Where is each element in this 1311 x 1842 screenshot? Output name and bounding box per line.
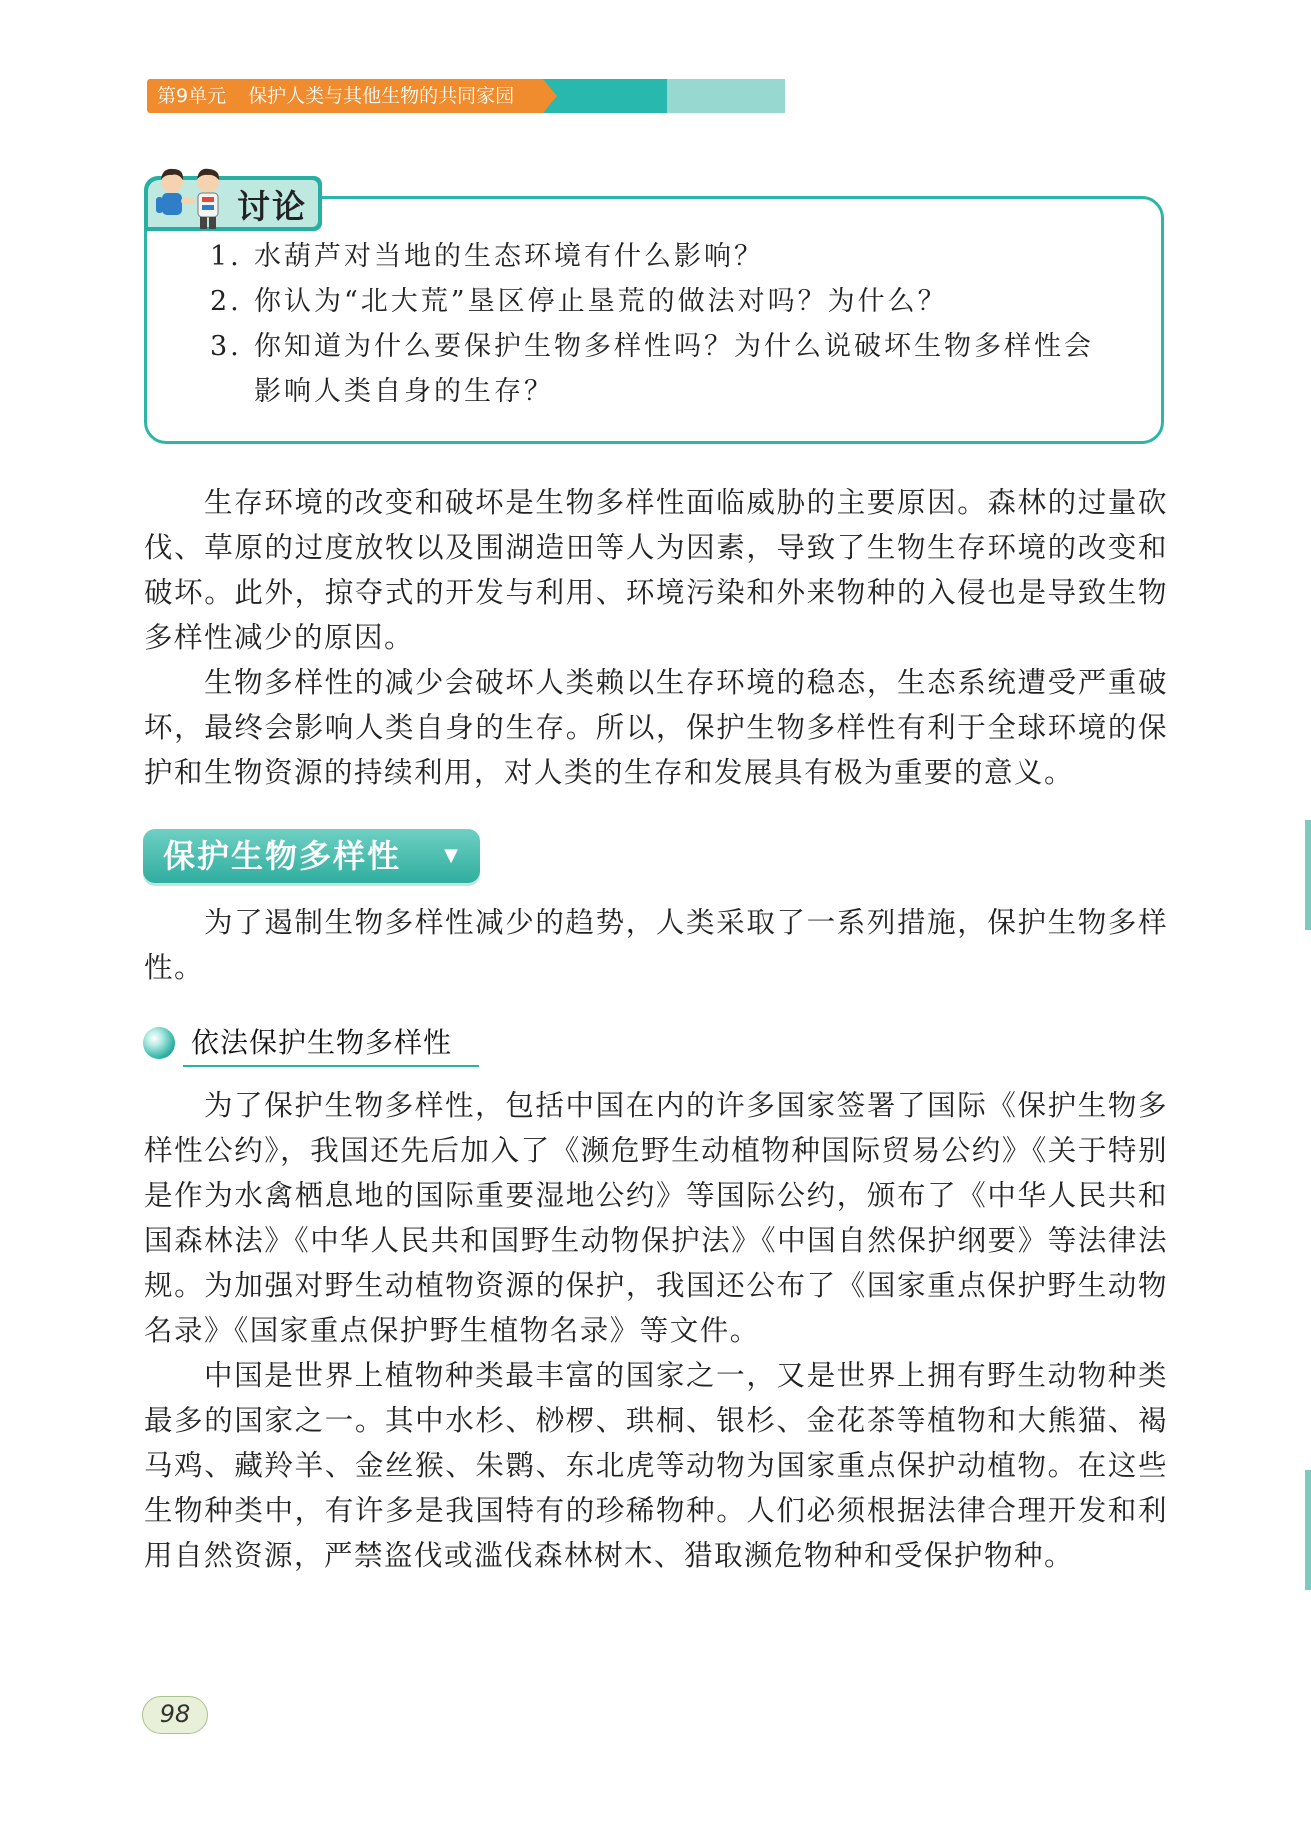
question-text: 水葫芦对当地的生态环境有什么影响？ — [254, 241, 764, 272]
unit-number: 第9单元 — [157, 85, 227, 107]
question-number: 3. — [210, 331, 242, 362]
question-item — [210, 324, 1110, 414]
subsection-title: 依法保护生物多样性 — [191, 1026, 453, 1059]
edge-mark — [1305, 1470, 1311, 1590]
question-number: 2. — [210, 286, 242, 317]
question-item — [210, 234, 1110, 279]
question-number: 1. — [210, 241, 242, 272]
page-number: 98 — [142, 1696, 208, 1734]
subsection-heading — [143, 1024, 478, 1062]
paragraph-importance: 生物多样性的减少会破坏人类赖以生存环境的稳态，生态系统遭受严重破坏，最终会影响人类自身的生存。所以，保护生物多样性有利于全球环境的保护和生物资源的持续利用，对人类的生存和发展具有极为重要的意义。 — [144, 666, 1168, 789]
two-children-icon — [150, 164, 232, 230]
bullet-icon — [143, 1027, 175, 1059]
paragraph-species: 中国是世界上植物种类最丰富的国家之一，又是世界上拥有野生动物种类最多的国家之一。其中水杉、桫椤、珙桐、银杉、金花茶等植物和大熊猫、褐马鸡、藏羚羊、金丝猴、朱鹮、东北虎等动物为国家重点保护动植物。在这些生物种类中，有许多是我国特有的珍稀物种。人们必须根据法律合理开发和利用自然资源，严禁盗伐或滥伐森林树木、猎取濒危物种和受保护物种。 — [144, 1359, 1168, 1572]
section-title: 保护生物多样性 — [163, 837, 402, 875]
triangle-down-icon: ▼ — [444, 845, 458, 866]
question-text: 你认为“北大荒”垦区停止垦荒的做法对吗？为什么？ — [254, 286, 948, 317]
discussion-questions — [210, 234, 1110, 414]
question-item — [210, 279, 1110, 324]
paragraph-threats: 生存环境的改变和破坏是生物多样性面临威胁的主要原因。森林的过量砍伐、草原的过度放牧以及围湖造田等人为因素，导致了生物生存环境的改变和破坏。此外，掠夺式的开发与利用、环境污染和外来物种的入侵也是导致生物多样性减少的原因。 — [144, 486, 1168, 654]
paragraph-laws: 为了保护生物多样性，包括中国在内的许多国家签署了国际《保护生物多样性公约》，我国还先后加入了《濒危野生动植物种国际贸易公约》《关于特别是作为水禽栖息地的国际重要湿地公约》等国际公约，颁布了《中华人民共和国森林法》《中华人民共和国野生动物保护法》《中国自然保护纲要》等法律法规。为加强对野生动植物资源的保护，我国还公布了《国家重点保护野生动物名录》《国家重点保护野生植物名录》等文件。 — [144, 1089, 1168, 1347]
chapter-header-banner — [147, 79, 785, 113]
unit-title: 保护人类与其他生物的共同家园 — [248, 85, 515, 107]
discussion-title: 讨论 — [237, 187, 307, 226]
section-heading — [143, 829, 480, 883]
paragraph-measures: 为了遏制生物多样性减少的趋势，人类采取了一系列措施，保护生物多样性。 — [144, 906, 1168, 984]
question-text: 你知道为什么要保护生物多样性吗？为什么说破坏生物多样性会影响人类自身的生存？ — [254, 331, 1094, 407]
edge-mark — [1305, 820, 1311, 930]
